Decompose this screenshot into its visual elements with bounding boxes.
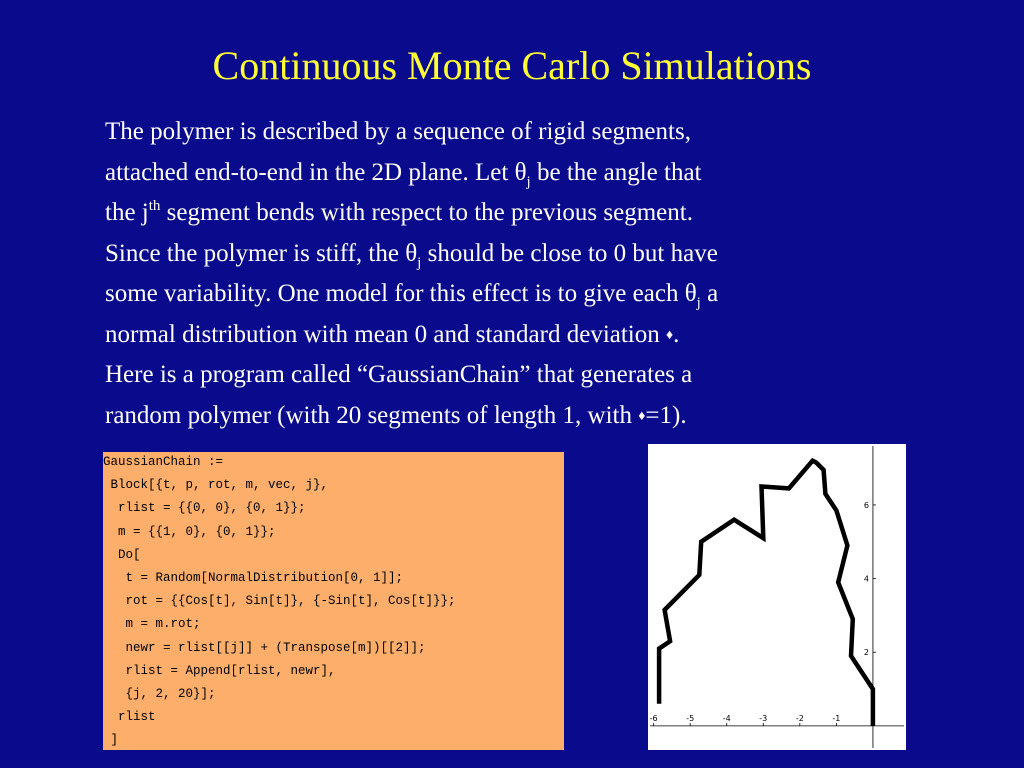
paragraph-line: some variability. One model for this effect is to give each $\theta_j$ a	[105, 280, 719, 311]
code-line: t = Random[NormalDistribution[0, 1]];	[103, 571, 404, 585]
code-line: m = m.rot;	[103, 617, 201, 632]
y-tick-label: 4	[863, 574, 869, 584]
subscript-j: j	[417, 254, 422, 271]
theta-symbol: θ	[514, 158, 527, 186]
theta-symbol: θ	[405, 239, 418, 267]
code-line: rlist = {{0, 0}, {0, 1}};	[103, 501, 306, 516]
code-line: m = {{1, 0}, {0, 1}};	[103, 524, 276, 539]
x-tick-label: -5	[686, 713, 695, 723]
x-tick-label: -2	[795, 713, 804, 723]
code-line: ]	[103, 733, 119, 748]
code-line: rot = {{Cos[t], Sin[t]}, {-Sin[t], Cos[t]}};	[103, 594, 456, 609]
subscript-j: j	[696, 295, 701, 311]
subscript-j: j	[526, 173, 531, 190]
paragraph-line: attached end-to-end in the 2D plane. Let $\theta_j$ be the angle that	[105, 158, 702, 190]
slide-paragraph	[105, 112, 985, 436]
sigma-symbol: ♦	[638, 408, 646, 424]
code-line: newr = rlist[[j]] + (Transpose[m])[[2]];	[103, 640, 426, 655]
paragraph-line: random polymer (with 20 segments of length 1, with ♦=1).	[105, 401, 687, 429]
x-tick-label: -4	[722, 713, 731, 723]
slide-title: Continuous Monte Carlo Simulations	[212, 43, 812, 88]
y-tick-label: 2	[863, 648, 869, 658]
y-tick-label: 6	[863, 500, 869, 510]
superscript-th: th	[148, 198, 161, 214]
paragraph-line: normal distribution with mean 0 and standard deviation ♦.	[105, 320, 680, 348]
sigma-symbol: ♦	[666, 327, 674, 343]
paragraph-line: Here is a program called “GaussianChain” that generates a	[105, 361, 693, 388]
x-tick-label: -3	[759, 713, 768, 723]
x-tick-label: -6	[649, 713, 658, 723]
paragraph-line: The polymer is described by a sequence of rigid segments,	[105, 118, 691, 145]
theta-symbol: θ	[684, 280, 697, 307]
paragraph-line: the $j^{th}$ segment bends with respect to the previous segment.	[105, 198, 693, 226]
polymer-chart	[648, 444, 906, 750]
code-line: Do[	[103, 547, 141, 562]
code-line: {j, 2, 20}];	[103, 687, 216, 701]
code-block	[103, 452, 564, 750]
code-line: Block[{t, p, rot, m, vec, j},	[103, 478, 329, 493]
polymer-chain-line	[659, 461, 873, 726]
code-line: rlist = Append[rlist, newr],	[103, 663, 336, 678]
code-line: rlist	[103, 710, 156, 725]
x-tick-label: -1	[832, 713, 841, 723]
polymer-plot	[648, 444, 906, 750]
code-line: GaussianChain :=	[103, 455, 224, 469]
paragraph-line: Since the polymer is stiff, the $\theta_j$ should be close to 0 but have	[105, 239, 718, 271]
